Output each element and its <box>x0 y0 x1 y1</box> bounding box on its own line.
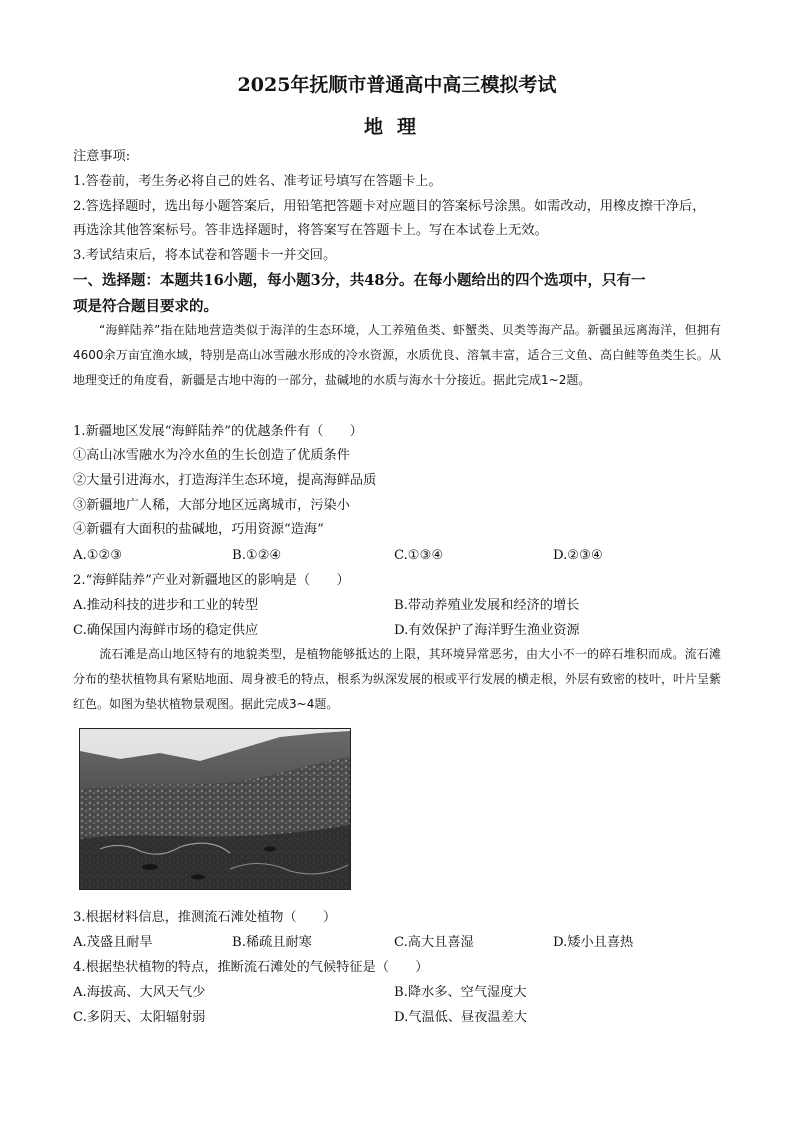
question-1-statement-2: ②大量引进海水，打造海洋生态环境，提高海鲜品质 <box>73 473 377 488</box>
notice-item-3: 3.考试结束后，将本试卷和答题卡一并交回。 <box>73 248 337 263</box>
notice-heading: 注意事项: <box>73 149 131 164</box>
question-2-option-b[interactable]: B.带动养殖业发展和经济的增长 <box>394 598 580 613</box>
notice-item-2-line-1: 2.答选择题时，选出每小题答案后，用铅笔把答题卡对应题目的答案标号涂黑。如需改动，用橡皮擦干净后， <box>73 199 706 214</box>
question-3-option-c[interactable]: C.高大且喜湿 <box>394 935 474 950</box>
cushion-plant-landscape-photo <box>79 728 351 890</box>
question-4-option-c[interactable]: C.多阴天、太阳辐射弱 <box>73 1010 206 1025</box>
question-4-option-a[interactable]: A.海拔高、大风天气少 <box>73 985 206 1000</box>
material-1-text: “海鲜陆养”指在陆地营造类似于海洋的生态环境，人工养殖鱼类、虾蟹类、贝类等海产品。新疆虽远离海洋，但拥有4600余万亩宜渔水域，特别是高山冰雪融水形成的冷水资源，水质优良、溶氧丰富，适合三文鱼、高白鲑等鱼类生长。从地理变迁的角度看，新疆是古地中海的一部分，盐碱地的水质与海水十分接近。据此完成1~2题。 <box>73 323 721 387</box>
question-1-statement-3: ③新疆地广人稀，大部分地区远离城市，污染小 <box>73 498 350 513</box>
notice-item-1: 1.答卷前，考生务必将自己的姓名、准考证号填写在答题卡上。 <box>73 174 442 189</box>
section-heading-line-1: 一、选择题：本题共16小题，每小题3分，共48分。在每小题给出的四个选项中，只有一 <box>73 272 646 289</box>
question-3-option-d[interactable]: D.矮小且喜热 <box>553 935 634 950</box>
question-1-option-c[interactable]: C.①③④ <box>394 548 444 563</box>
question-4-stem: 4.根据垫状植物的特点，推断流石滩处的气候特征是（ ） <box>73 960 429 975</box>
material-2-text: 流石滩是高山地区特有的地貌类型，是植物能够抵达的上限，其环境异常恶劣，由大小不一的碎石堆积而成。流石滩分布的垫状植物具有紧贴地面、周身被毛的特点，根系为纵深发展的根或平行发展的横走根，外层有致密的枝叶，叶片呈紫红色。如图为垫状植物景观图。据此完成3~4题。 <box>73 647 722 711</box>
material-2 <box>73 642 721 717</box>
question-1-option-a[interactable]: A.①②③ <box>73 548 123 563</box>
question-4-option-d[interactable]: D.气温低、昼夜温差大 <box>394 1010 527 1025</box>
question-1-option-d[interactable]: D.②③④ <box>553 548 603 563</box>
notice-item-2-line-2: 再选涂其他答案标号。答非选择题时，将答案写在答题卡上。写在本试卷上无效。 <box>73 223 548 238</box>
question-2-option-c[interactable]: C.确保国内海鲜市场的稳定供应 <box>73 623 259 638</box>
material-1 <box>73 318 721 393</box>
question-1-stem: 1.新疆地区发展“海鲜陆养”的优越条件有（ ） <box>73 424 363 439</box>
question-1-option-b[interactable]: B.①②④ <box>232 548 282 563</box>
question-1-statement-1: ①高山冰雪融水为冷水鱼的生长创造了优质条件 <box>73 448 350 463</box>
question-3-option-a[interactable]: A.茂盛且耐旱 <box>73 935 153 950</box>
section-heading-line-2: 项是符合题目要求的。 <box>73 298 218 315</box>
question-4-option-b[interactable]: B.降水多、空气湿度大 <box>394 985 527 1000</box>
exam-title: 2025年抚顺市普通高中高三模拟考试 <box>237 74 557 96</box>
question-2-option-d[interactable]: D.有效保护了海洋野生渔业资源 <box>394 623 580 638</box>
subject-title: 地理 <box>363 116 430 138</box>
question-1-statement-4: ④新疆有大面积的盐碱地，巧用资源“造海” <box>73 522 324 537</box>
question-2-option-a[interactable]: A.推动科技的进步和工业的转型 <box>73 598 259 613</box>
section-heading <box>73 268 721 320</box>
question-3-option-b[interactable]: B.稀疏且耐寒 <box>232 935 312 950</box>
question-3-stem: 3.根据材料信息，推测流石滩处植物（ ） <box>73 910 337 925</box>
question-2-stem: 2.“海鲜陆养”产业对新疆地区的影响是（ ） <box>73 573 350 588</box>
